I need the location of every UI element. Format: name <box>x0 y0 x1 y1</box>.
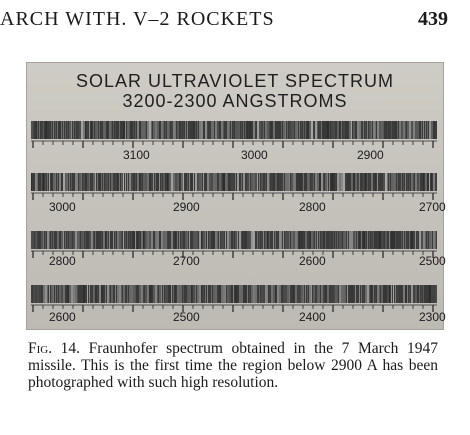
spectrum-strip <box>31 285 446 324</box>
spectrum-strips <box>27 63 446 329</box>
strip-tick-label: 3000 <box>49 200 76 214</box>
strip-tick-label: 2700 <box>419 200 446 214</box>
strip-tick-label: 2400 <box>299 310 326 324</box>
running-title: ARCH WITH. V–2 ROCKETS <box>0 8 275 30</box>
spectrum-strip <box>31 231 446 268</box>
plate-title-line-1: SOLAR ULTRAVIOLET SPECTRUM <box>75 71 395 91</box>
strip-tick-label: 3100 <box>123 148 150 162</box>
strip-tick-label: 2500 <box>419 254 446 268</box>
plate-title-line-2: 3200-2300 ANGSTROMS <box>122 91 348 111</box>
strip-tick-label: 2800 <box>49 254 76 268</box>
caption-text: Fraunhofer spectrum obtained in the 7 March 1947 missile. This is the first time the region below 2900 A has been photographed with such high resolution. <box>28 340 438 391</box>
strip-tick-label: 3000 <box>241 148 268 162</box>
strip-tick-label: 2500 <box>173 310 200 324</box>
strip-tick-label: 2700 <box>173 254 200 268</box>
strip-tick-label: 2300 <box>419 310 446 324</box>
spectrum-strip <box>31 121 437 162</box>
spectrum-strip <box>31 173 446 214</box>
strip-tick-label: 2900 <box>357 148 384 162</box>
strip-tick-label: 2600 <box>299 254 326 268</box>
spectrum-plate-figure <box>26 62 444 330</box>
figure-caption <box>28 340 438 391</box>
page-header <box>0 6 470 36</box>
page-number: 439 <box>418 8 448 30</box>
strip-tick-label: 2600 <box>49 310 76 324</box>
figure-label: Fig. 14. <box>28 340 81 357</box>
strip-tick-label: 2800 <box>299 200 326 214</box>
strip-tick-label: 2900 <box>173 200 200 214</box>
